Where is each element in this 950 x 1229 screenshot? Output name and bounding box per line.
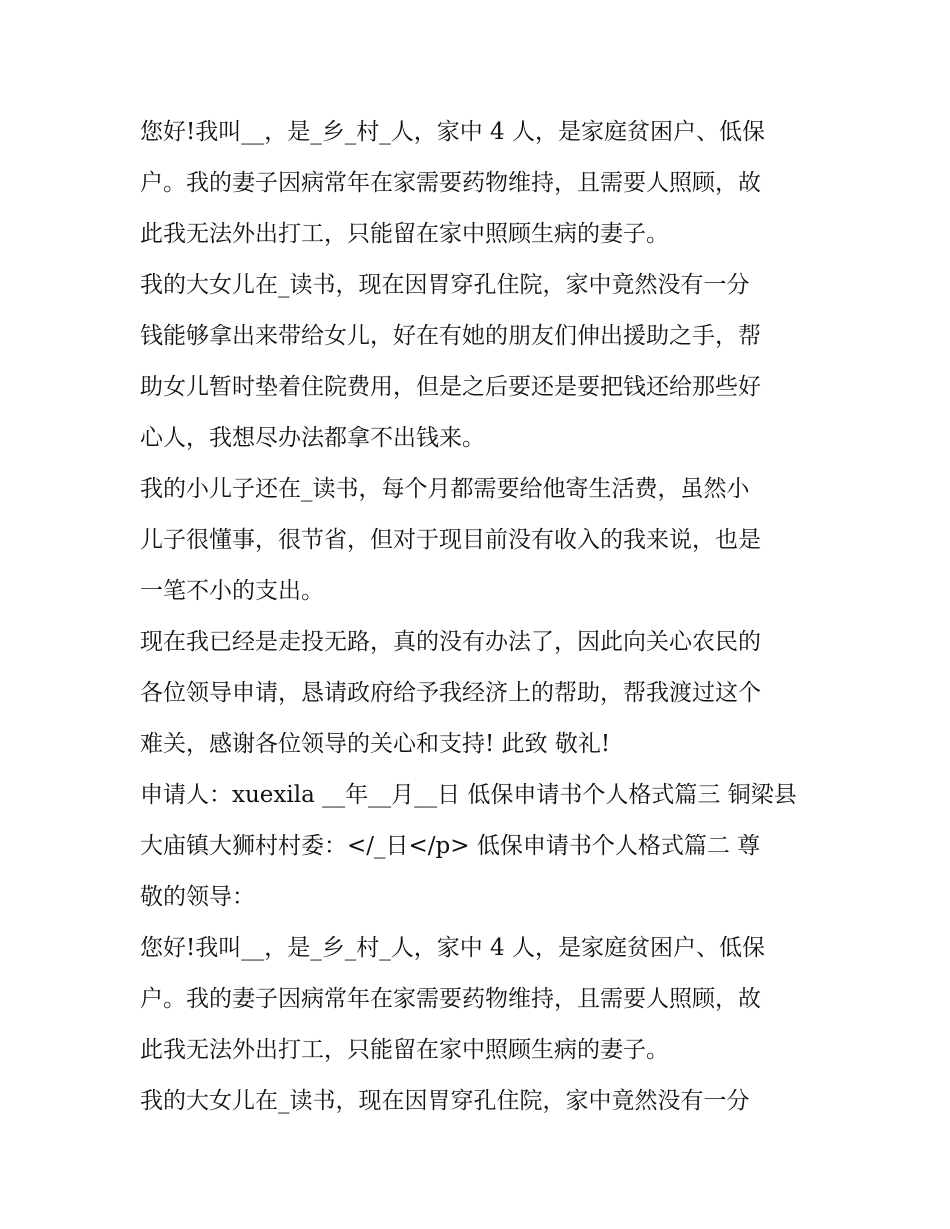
text-line: 儿子很懂事，很节省，但对于现目前没有收入的我来说，也是 [140, 527, 761, 553]
text-line: 申请人：xuexila __年__月__日 低保申请书个人格式篇三 铜梁县 [140, 782, 797, 808]
text-line: 各位领导申请，恳请政府给予我经济上的帮助，帮我渡过这个 [140, 680, 761, 706]
text-line: 敬的领导： [140, 884, 255, 910]
text-line: 心人，我想尽办法都拿不出钱来。 [140, 425, 485, 451]
text-line: 户。我的妻子因病常年在家需要药物维持，且需要人照顾，故 [140, 170, 761, 196]
text-line: 我的大女儿在_读书，现在因胃穿孔住院，家中竟然没有一分 [140, 1088, 750, 1114]
document-body [140, 107, 830, 1127]
text-line: 您好!我叫__，是_乡_村_人，家中 4 人，是家庭贫困户、低保 [140, 935, 765, 961]
text-line: 此我无法外出打工，只能留在家中照顾生病的妻子。 [140, 1037, 669, 1063]
text-line: 户。我的妻子因病常年在家需要药物维持，且需要人照顾，故 [140, 986, 761, 1012]
text-line: 现在我已经是走投无路，真的没有办法了，因此向关心农民的 [140, 629, 761, 655]
text-line: 此我无法外出打工，只能留在家中照顾生病的妻子。 [140, 221, 669, 247]
text-line: 钱能够拿出来带给女儿，好在有她的朋友们伸出援助之手，帮 [140, 323, 761, 349]
text-line: 您好!我叫__，是_乡_村_人，家中 4 人，是家庭贫困户、低保 [140, 119, 765, 145]
text-line: 一笔不小的支出。 [140, 578, 324, 604]
text-line: 助女儿暂时垫着住院费用，但是之后要还是要把钱还给那些好 [140, 374, 761, 400]
text-line: 难关，感谢各位领导的关心和支持! 此致 敬礼! [140, 731, 611, 757]
text-line: 我的小儿子还在_读书，每个月都需要给他寄生活费，虽然小 [140, 476, 750, 502]
text-line: 大庙镇大狮村村委：</_日</p> 低保申请书个人格式篇二 尊 [140, 833, 761, 859]
text-line: 我的大女儿在_读书，现在因胃穿孔住院，家中竟然没有一分 [140, 272, 750, 298]
